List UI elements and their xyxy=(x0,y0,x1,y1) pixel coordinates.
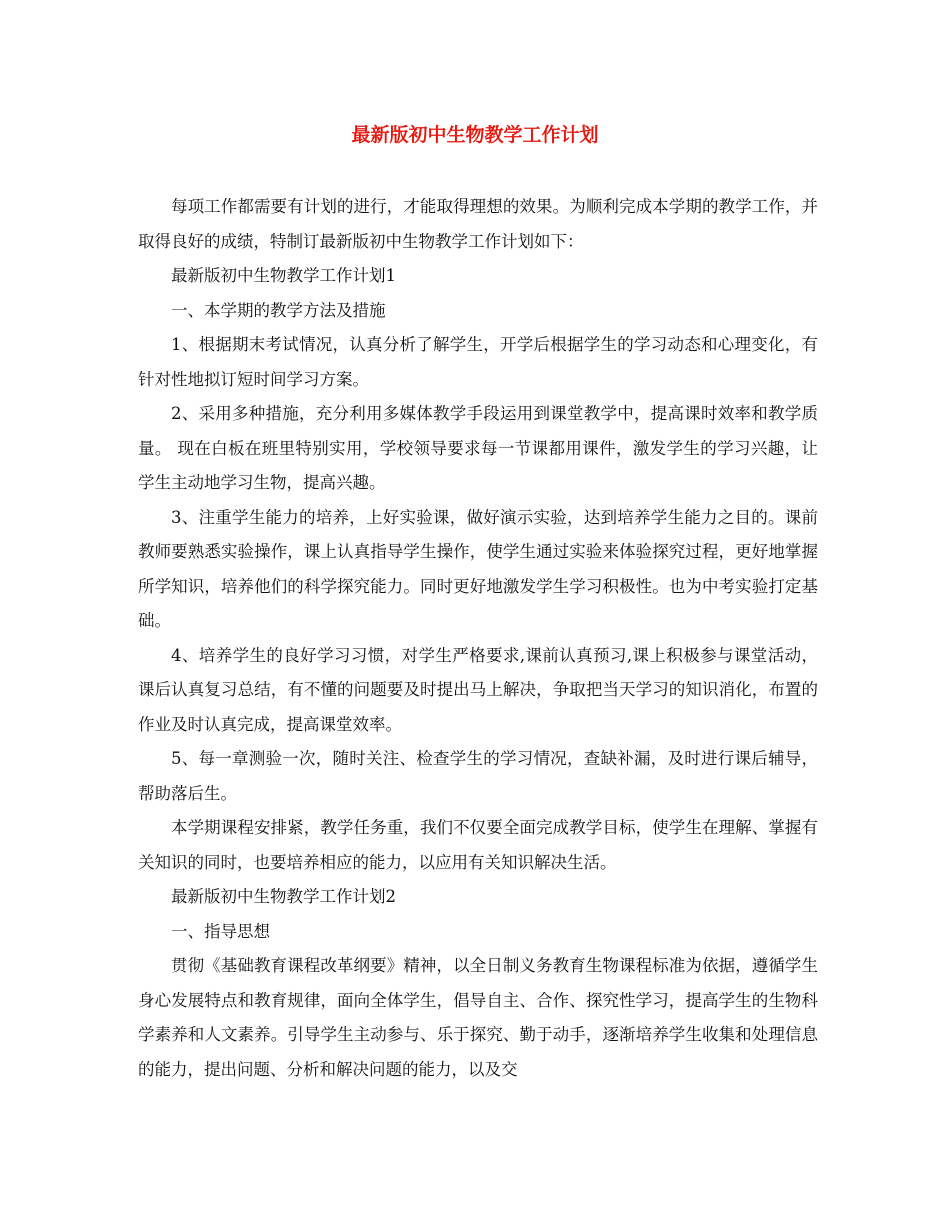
paragraph-item-4: 4、培养学生的良好学习习惯，对学生严格要求,课前认真预习,课上积极参与课堂活动，课后认真复习总结，有不懂的问题要及时提出马上解决，争取把当天学习的知识消化，布置的作业及时认真完成，提高课堂效率。 xyxy=(138,645,818,734)
guidance-paragraph: 贯彻《基础教育课程改革纲要》精神，以全日制义务教育生物课程标准为依据，遵循学生身心发展特点和教育规律，面向全体学生，倡导自主、合作、探究性学习，提高学生的生物科学素养和人文素养。引导学生主动参与、乐于探究、勤于动手，逐渐培养学生收集和处理信息的能力，提出问题、分析和解决问题的能力，以及交 xyxy=(138,956,818,1079)
section-heading-guidance: 一、指导思想 xyxy=(171,921,270,941)
intro-paragraph: 每项工作都需要有计划的进行，才能取得理想的效果。为顺利完成本学期的教学工作，并取得良好的成绩，特制订最新版初中生物教学工作计划如下： xyxy=(138,197,818,251)
plan-1-heading: 最新版初中生物教学工作计划1 xyxy=(171,266,396,285)
paragraph-item-5: 5、每一章测验一次，随时关注、检查学生的学习情况，查缺补漏，及时进行课后辅导，帮助落后生。 xyxy=(138,749,818,803)
section-heading-methods: 一、本学期的教学方法及措施 xyxy=(171,300,386,320)
document-title: 最新版初中生物教学工作计划 xyxy=(351,124,599,146)
paragraph-item-3: 3、注重学生能力的培养，上好实验课，做好演示实验，达到培养学生能力之目的。课前教师要熟悉实验操作，课上认真指导学生操作，使学生通过实验来体验探究过程，更好地掌握所学知识，培养他们的科学探究能力。同时更好地激发学生学习积极性。也为中考实验打定基础。 xyxy=(138,507,818,630)
document-body xyxy=(138,190,818,1087)
plan-2-heading: 最新版初中生物教学工作计划2 xyxy=(171,887,396,906)
paragraph-item-1: 1、根据期末考试情况，认真分析了解学生，开学后根据学生的学习动态和心理变化，有针对性地拟订短时间学习方案。 xyxy=(138,335,818,389)
paragraph-item-2: 2、采用多种措施，充分利用多媒体教学手段运用到课堂教学中，提高课时效率和教学质量。 现在白板在班里特别实用，学校领导要求每一节课都用课件，激发学生的学习兴趣，让学生主动地学习生物，提高兴趣。 xyxy=(138,404,818,492)
summary-paragraph: 本学期课程安排紧，教学任务重，我们不仅要全面完成教学目标，使学生在理解、掌握有关知识的同时，也要培养相应的能力，以应用有关知识解决生活。 xyxy=(138,818,818,872)
